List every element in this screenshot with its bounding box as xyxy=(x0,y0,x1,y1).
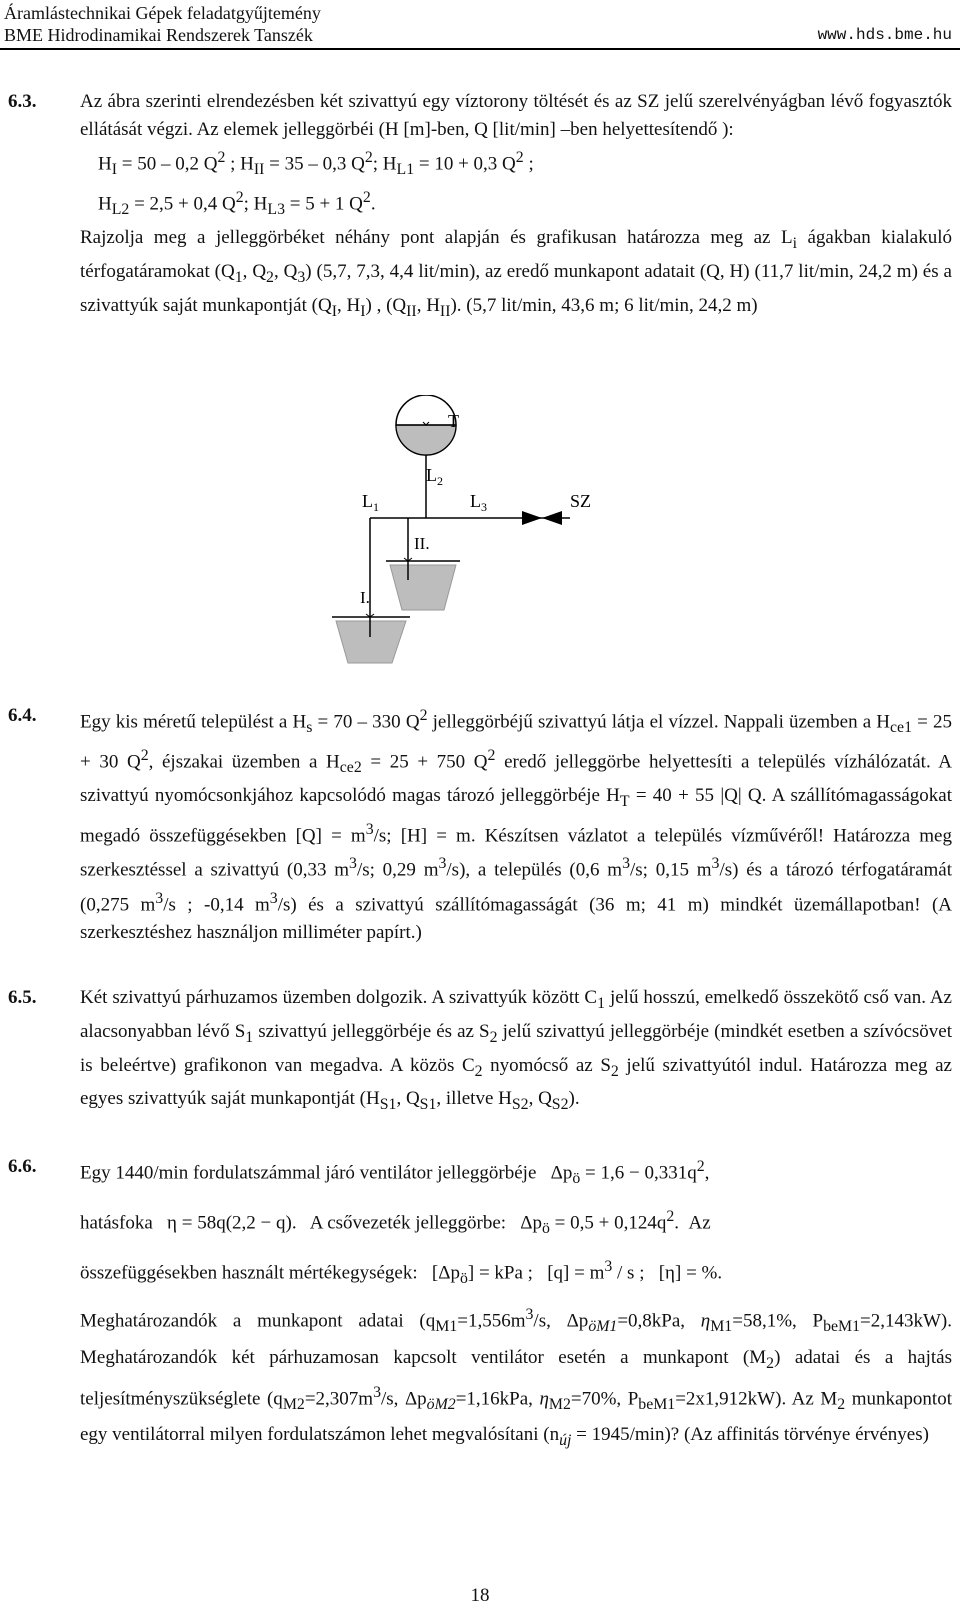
problem-number: 6.5. xyxy=(8,987,37,1008)
problem-6-5 xyxy=(8,984,952,1119)
fan-curve-line: Egy 1440/min fordulatszámmal járó ventilátor jelleggörbéje $\Delta p_ö = 1,6 - 0,331q^2$, xyxy=(80,1158,710,1188)
header-rule xyxy=(0,48,960,50)
header-department: BME Hidrodinamikai Rendszerek Tanszék xyxy=(4,25,313,45)
problem-number: 6.3. xyxy=(8,91,37,112)
tower-water-fill xyxy=(396,425,456,455)
reservoir2 xyxy=(390,565,456,610)
problem-6-4 xyxy=(8,702,952,947)
label-sz: SZ xyxy=(570,491,592,511)
problem-6-3 xyxy=(8,88,952,326)
problem-number: 6.4. xyxy=(8,705,37,726)
valve-icon-left xyxy=(522,511,542,525)
header-url[interactable]: www.hds.bme.hu xyxy=(817,26,952,44)
problem-text: Egy kis méretű települést a $H_s = 70 - 330$ $Q^2$ jelleggörbéjű szivattyú látja el vízzel. Nappali üzemben a $H_{ce1} = 25 + 30$ $Q^2$, éjszakai üzemben a $H_{ce2} = 25 + 750$ $Q^2$ eredő jelleggörbe helyettesíti a település vízhálózatát. A szivattyú nyomócsonkjához kapcsolódó magas tározó jelleggörbéje $H_T = 40 + 55$ |Q| Q. A szállítómagasságokat megadó összefüggésekben $[Q] = m^3/s$; [H] = m. Készítsen vázlatot a település vízművéről! Határozza meg szerkesztéssel a szivattyú (0,33 $m^3/s$; 0,29 $m^3/s$), a település (0,6 $m^3/s$; 0,15 $m^3/s$) és a tározó térfogatáramát (0,275 $m^3/s$ ; -0,14 $m^3/s$) és a szivattyú szállítómagasságát (36 m; 41 m) mindkét üzemállapotban! (A szerkesztéshez használjon milliméter papírt.) xyxy=(80,707,953,944)
label-l2: $L_2$ xyxy=(426,465,443,488)
header-course-title: Áramlástechnikai Gépek feladatgyűjtemény xyxy=(4,3,321,23)
pump-network-diagram xyxy=(330,395,630,675)
problem-text: Meghatározandók a munkapont adatai ($q_{M1}=1,556m^3/s$, $\Delta p_{öM1}=0,8kPa$, $\eta_{M1}=58,1\%$, $P_{beM1}=2,143kW$). Meghatározandók két párhuzamosan kapcsolt ventilátor esetén a munkapont $(M_2)$ adatai és a hajtás teljesítményszükséglete ($q_{M2}=2,307m^3/s$, $\Delta p_{öM2}=1,16kPa$, $\eta_{M2}=70\%$, $P_{beM1}=2x1,912kW$). Az $M_2$ munkapontot egy ventilátorral milyen fordulatszámon lehet megvalósítani $(n_{új} = 1945/\min)$? (Az affinitás törvénye érvényes) xyxy=(80,1306,953,1450)
page-number: 18 xyxy=(470,1585,490,1606)
units-line: összefüggésekben használt mértékegységek: $[\Delta p_ö]$ = kPa ; $[q] = m^3 / s$ ; [η] = %. xyxy=(80,1258,723,1288)
valve-icon-right xyxy=(542,511,562,525)
label-pump2: II. xyxy=(414,534,430,553)
problem-intro: Az ábra szerinti elrendezésben két szivattyú egy víztorony töltését és az SZ jelű szerelvényágban lévő fogyasztók ellátását végzi. Az elemek jelleggörbéi (H [m]-ben, Q [lit/min] –ben helyettesítendő ): xyxy=(80,91,952,140)
tower-label: T xyxy=(448,411,459,431)
problem-6-6 xyxy=(8,1152,952,1456)
equation-line-2: $H_{L2} = 2,5 + 0,4$ $Q^2$; $H_{L3} = 5 + 1$ $Q^2$. xyxy=(98,189,376,219)
equation-line-1: $H_I = 50 - 0,2$ $Q^2$ ; $H_{II} = 35 - 0,3$ $Q^2$; $H_{L1} = 10 + 0,3$ $Q^2$ ; xyxy=(98,149,534,179)
problem-text: Két szivattyú párhuzamos üzemben dolgozik. A szivattyúk között $C_1$ jelű hosszú, emelkedő összekötő cső van. Az alacsonyabban lévő $S_1$ szivattyú jelleggörbéje és az $S_2$ jelű szivattyú jelleggörbéje (mindkét esetben a szívócsövet is beleértve) grafikonon van megadva. A közös $C_2$ nyomócső az $S_2$ jelű szivattyútól indul. Határozza meg az egyes szivattyúk saját munkapontját ($H_{S1}$, $Q_{S1}$, illetve $H_{S2}$, $Q_{S2}$). xyxy=(80,987,952,1114)
efficiency-pipe-line: hatásfoka η = 58q(2,2 − q). A csővezeték jelleggörbe: $\Delta p_ö = 0,5 + 0,124q^2$. Az xyxy=(80,1208,711,1238)
label-l3: $L_3$ xyxy=(470,491,487,514)
label-pump1: I. xyxy=(360,588,370,607)
problem-number: 6.6. xyxy=(8,1156,37,1177)
problem-text: Rajzolja meg a jelleggörbéket néhány pont alapján és grafikusan határozza meg az $L_i$ ágakban kialakuló térfogatáramokat ($Q_1$, $Q_2$, $Q_3$) (5,7, 7,3, 4,4 lit/min), az eredő munkapont adatait (Q, H) (11,7 lit/min, 24,2 m) és a szivattyúk saját munkapontját ($Q_I$, $H_I$) , ($Q_{II}$, $H_{II}$). (5,7 lit/min, 43,6 m; 6 lit/min, 24,2 m) xyxy=(80,227,952,320)
reservoir1 xyxy=(336,621,406,663)
label-l1: $L_1$ xyxy=(362,491,379,514)
page-header xyxy=(4,2,956,46)
